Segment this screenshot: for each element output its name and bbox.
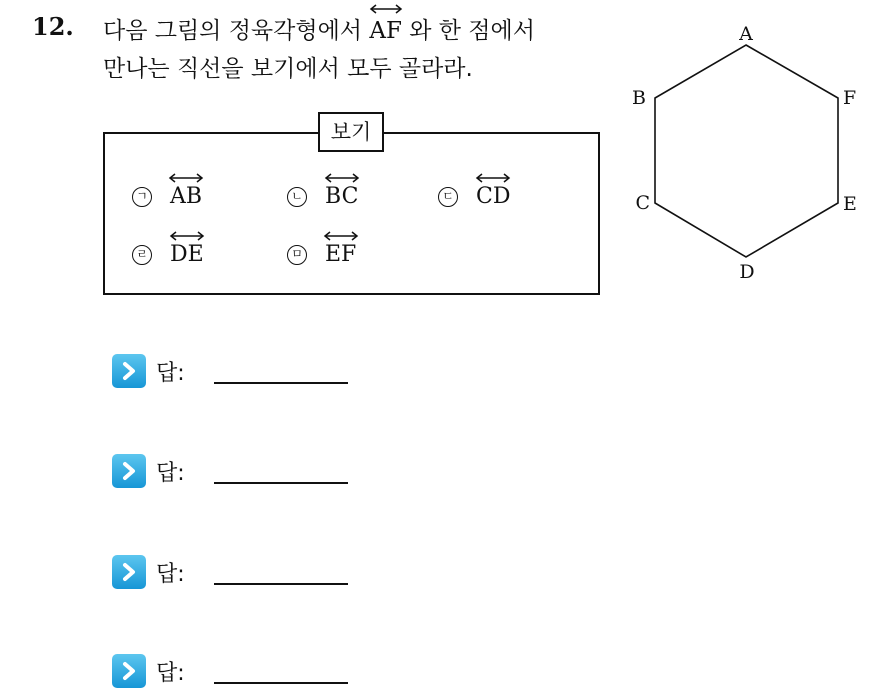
choice-line-label: AB — [170, 184, 203, 209]
hexagon-figure — [0, 0, 884, 300]
question-line-2: 만나는 직선을 보기에서 모두 골라라. — [103, 56, 473, 82]
chevron-right-icon — [112, 354, 146, 388]
answer-row-1 — [112, 354, 185, 388]
choice-marker: ㄹ — [132, 245, 152, 265]
chevron-right-icon — [112, 555, 146, 589]
vertex-label-f: F — [843, 87, 857, 109]
vertex-label-a: A — [739, 23, 753, 45]
answer-blank[interactable] — [214, 482, 348, 484]
answer-label: 답: — [156, 460, 185, 486]
chevron-right-icon — [112, 454, 146, 488]
answer-blank[interactable] — [214, 583, 348, 585]
answer-blank[interactable] — [214, 682, 348, 684]
vertex-label-e: E — [843, 193, 857, 215]
choice-line-label: EF — [325, 242, 357, 267]
line-af-label: AF — [369, 18, 402, 44]
choice-line-label: BC — [325, 184, 359, 209]
vertex-label-b: B — [632, 87, 646, 109]
question-text-1b: 와 한 점에서 — [409, 18, 535, 44]
choices-box-title: 보기 — [318, 112, 384, 152]
answer-row-2 — [112, 454, 185, 488]
choice-line-label: CD — [476, 184, 511, 209]
choice-line-label: DE — [170, 242, 204, 267]
answer-row-3 — [112, 555, 185, 589]
vertex-label-c: C — [635, 192, 650, 214]
hexagon-shape — [655, 45, 838, 257]
answer-blank[interactable] — [214, 382, 348, 384]
answer-row-4 — [112, 654, 185, 688]
choice-marker: ㅁ — [287, 245, 307, 265]
chevron-right-icon — [112, 654, 146, 688]
vertex-label-d: D — [739, 261, 755, 283]
choice-marker: ㄴ — [287, 187, 307, 207]
answer-label: 답: — [156, 360, 185, 386]
choice-marker: ㄷ — [438, 187, 458, 207]
question-number: 12. — [32, 12, 74, 41]
question-text-1a: 다음 그림의 정육각형에서 — [103, 18, 363, 44]
answer-label: 답: — [156, 660, 185, 686]
choice-marker: ㄱ — [132, 187, 152, 207]
answer-label: 답: — [156, 561, 185, 587]
